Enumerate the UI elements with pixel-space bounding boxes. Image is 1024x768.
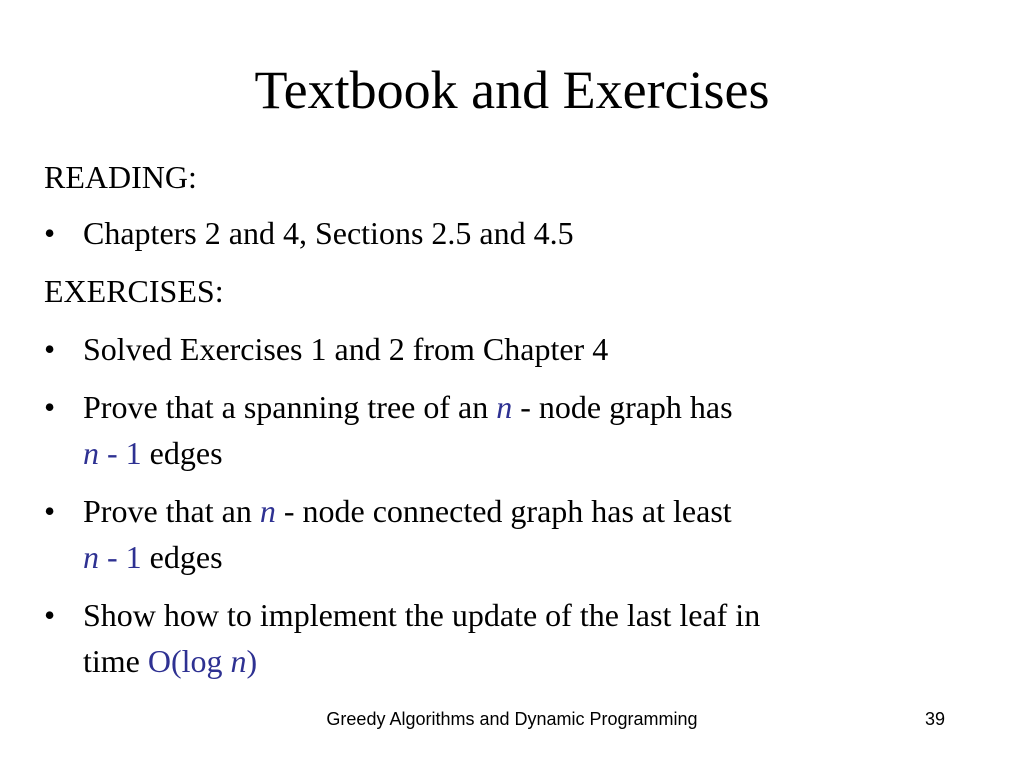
footer-title: Greedy Algorithms and Dynamic Programming bbox=[326, 709, 698, 729]
exercise-text: - node connected graph has at least bbox=[275, 493, 732, 529]
exercise-item-text bbox=[83, 488, 984, 580]
exercise-text: Prove that a spanning tree of an bbox=[83, 389, 497, 425]
math-expression: O(log bbox=[147, 643, 231, 679]
math-variable: n bbox=[230, 643, 247, 679]
exercise-text: Prove that an bbox=[83, 493, 260, 529]
exercise-text: edges bbox=[141, 435, 223, 471]
exercise-item-text bbox=[83, 384, 984, 476]
exercise-text: - node graph has bbox=[512, 389, 733, 425]
exercise-item bbox=[44, 326, 984, 372]
math-expression: - 1 bbox=[99, 539, 142, 575]
exercises-heading: EXERCISES: bbox=[44, 273, 224, 309]
math-expression: - 1 bbox=[99, 435, 142, 471]
reading-item bbox=[44, 210, 984, 256]
exercise-item bbox=[44, 592, 984, 684]
exercise-text: edges bbox=[141, 539, 223, 575]
bullet-icon: • bbox=[44, 493, 56, 529]
page-number: 39 bbox=[924, 709, 945, 729]
bullet-icon: • bbox=[44, 331, 56, 367]
exercise-text: Show how to implement the update of the last leaf in bbox=[83, 597, 761, 633]
math-variable: n bbox=[496, 389, 513, 425]
bullet-icon: • bbox=[44, 215, 56, 251]
exercise-item bbox=[44, 384, 984, 476]
exercise-item-text bbox=[83, 592, 984, 684]
reading-heading: READING: bbox=[44, 159, 197, 195]
math-variable: n bbox=[259, 493, 276, 529]
bullet-icon: • bbox=[44, 389, 56, 425]
math-variable: n bbox=[83, 539, 99, 575]
exercise-item-text: Solved Exercises 1 and 2 from Chapter 4 bbox=[83, 331, 609, 367]
slide-title: Textbook and Exercises bbox=[254, 60, 770, 120]
math-variable: n bbox=[83, 435, 99, 471]
exercise-text: time bbox=[83, 643, 148, 679]
exercise-item bbox=[44, 488, 984, 580]
reading-item-text: Chapters 2 and 4, Sections 2.5 and 4.5 bbox=[83, 215, 574, 251]
math-expression: ) bbox=[246, 643, 258, 679]
bullet-icon: • bbox=[44, 597, 56, 633]
